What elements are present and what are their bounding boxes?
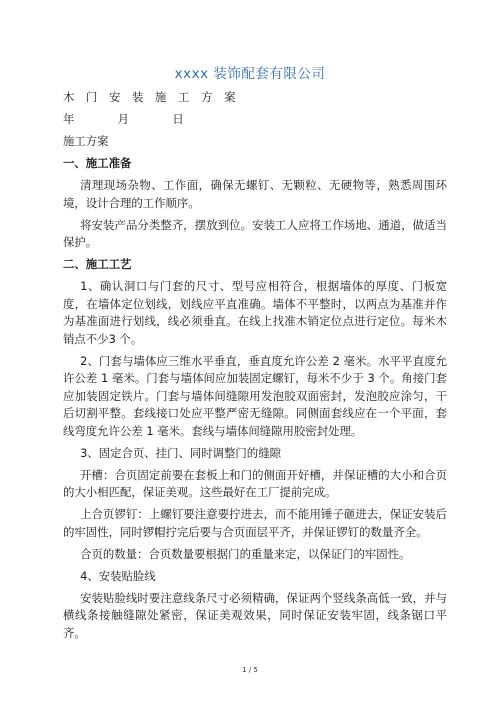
section-heading-preparation: 一、施工准备 bbox=[63, 156, 132, 170]
paragraph: 1、确认洞口与门套的尺寸、型号应相符合，根据墙体的厚度、门板宽度，在墙体定位划线，划线应平直准确。墙体不平整时，以两点为基准并作为基准面进行划线，线必须垂直。在线上找准木销定位点进行定位。每米木销点不少3 个。 bbox=[63, 279, 447, 346]
paragraph: 4、安装贴脸线 bbox=[80, 568, 156, 583]
date-month: 月 bbox=[117, 112, 130, 126]
paragraph: 将安装产品分类整齐，摆放到位。安装工人应将工作场地、通道，做适当保护。 bbox=[63, 217, 447, 249]
paragraph: 开槽：合页固定前要在套板上和门的侧面开好槽，并保证槽的大小和合页的大小相匹配，保证美观。这些最好在工厂提前完成。 bbox=[63, 467, 447, 499]
paragraph: 2、门套与墙体应三维水平垂直，垂直度允许公差 2 毫米。水平平直度允许公差 1 毫米。门套与墙体间应加装固定螺钉，每米不少于 3 个。角接门套应加装固定铁片。门套与墙体间缝隙用发泡胶双面密封，发泡胶应涂匀，干后切割平整。套线接口处应平整严密无缝隙。同侧面套线应在一个平面，套线弯度允许公差 1 毫米。套线与墙体间缝隙用胶密封处理。 bbox=[63, 353, 447, 438]
date-year: 年 bbox=[63, 112, 75, 126]
paragraph: 清理现场杂物、工作面，确保无螺钉、无颗粒、无硬物等，熟悉周围环境，设计合理的工作顺序。 bbox=[63, 178, 447, 210]
page-number: 1 / 5 bbox=[242, 666, 258, 674]
date-day: 日 bbox=[172, 112, 184, 126]
document-title: 木 门 安 装 施 工 方 案 bbox=[63, 90, 240, 104]
date-line bbox=[63, 111, 447, 129]
paragraph: 3、固定合页、挂门、同时调整门的缝隙 bbox=[80, 445, 281, 460]
paragraph: 合页的数量：合页数量要根据门的重量来定，以保证门的牢固性。 bbox=[80, 546, 411, 561]
company-name: xxxx 装饰配套有限公司 bbox=[174, 66, 326, 82]
section-heading-process: 二、施工工艺 bbox=[63, 257, 132, 271]
paragraph: 安装贴脸线时要注意线条尺寸必须精确，保证两个竖线条高低一致，并与横线条接触缝隙处紧密，保证美观效果，同时保证安装牢固，线条锯口平齐。 bbox=[63, 590, 447, 640]
document-body bbox=[63, 89, 447, 647]
plan-label: 施工方案 bbox=[63, 134, 109, 148]
paragraph: 上合页锣钉：上螺钉要注意要拧进去，而不能用锤子砸进去，保证安装后的牢固性，同时锣帽拧完后要与合页面层平齐，并保证锣钉的数量齐全。 bbox=[63, 507, 447, 539]
